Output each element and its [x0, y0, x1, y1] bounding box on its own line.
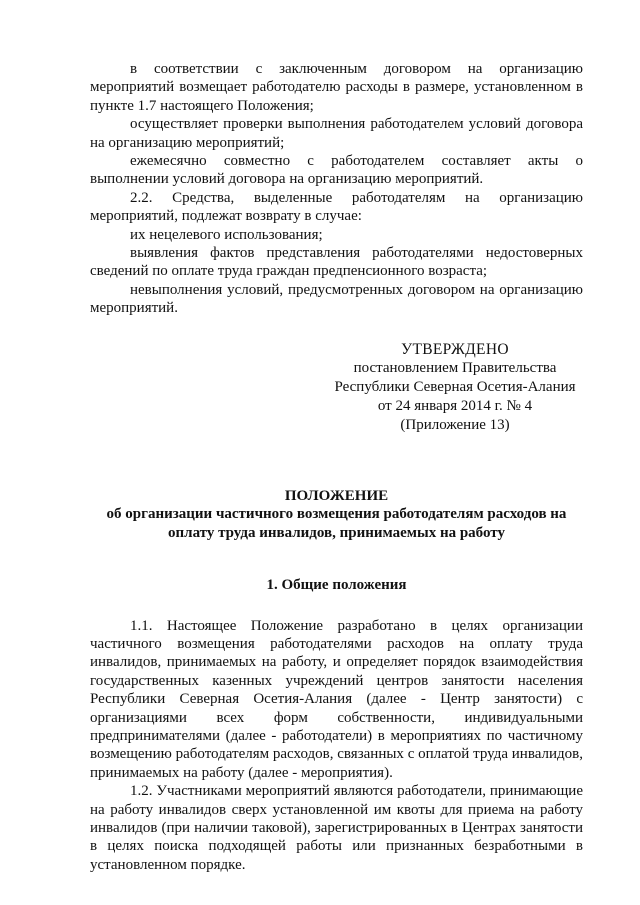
approval-line-date: от 24 января 2014 г. № 4 — [377, 397, 533, 414]
paragraph: 1.2. Участниками мероприятий являются работодатели, принимающие на работу инвалидов сверх установленной им квоты для приема на работу инвалидов (при наличии таковой), зарегистрированных в Центрах занятости в целях поиска подходящей работы или признанных безработными в установленном порядке. — [90, 783, 583, 873]
document-page — [90, 60, 583, 874]
paragraph: выявления фактов представления работодателями недостоверных сведений по оплате труда граждан предпенсионного возраста; — [90, 245, 583, 280]
document-title — [90, 487, 583, 543]
approval-stamp — [330, 340, 580, 435]
title-heading: ПОЛОЖЕНИЕ — [284, 487, 389, 504]
title-subtitle-line2: оплату труда инвалидов, принимаемых на работу — [168, 524, 505, 541]
paragraph: невыполнения условий, предусмотренных договором на организацию мероприятий. — [90, 281, 583, 317]
paragraph: осуществляет проверки выполнения работодателем условий договора на организацию мероприятий; — [90, 116, 583, 151]
title-subtitle-line1: об организации частичного возмещения работодателям расходов на — [106, 506, 567, 523]
paragraph: 1.1. Настоящее Положение разработано в целях организации частичного возмещения работодателями расходов на оплату труда инвалидов, принимаемых на работу, и определяет порядок взаимодействия государственных казенных учреждений центров занятости населения Республики Северная Осетия-Алания (далее - Центр занятости) с организациями всех форм собственности, индивидуальными предпринимателями (далее - работодатели) в мероприятиях по частичному возмещению работодателям расходов, связанных с оплатой труда инвалидов, принимаемых на работу (далее - мероприятия). — [90, 617, 583, 781]
paragraph: в соответствии с заключенным договором на организацию мероприятий возмещает работодателю расходы в размере, установленном в пункте 1.7 настоящего Положения; — [90, 61, 583, 114]
paragraph: 2.2. Средства, выделенные работодателям на организацию мероприятий, подлежат возврату в случае: — [90, 189, 583, 225]
approval-line-approved: УТВЕРЖДЕНО — [401, 340, 509, 358]
approval-line-decree: постановлением Правительства — [353, 359, 557, 376]
approval-line-republic: Республики Северная Осетия-Алания — [334, 378, 576, 395]
paragraph: ежемесячно совместно с работодателем составляет акты о выполнении условий договора на организацию мероприятий. — [90, 153, 583, 188]
section-heading: 1. Общие положения — [266, 577, 407, 594]
approval-line-appendix: (Приложение 13) — [400, 416, 510, 433]
paragraph: их нецелевого использования; — [130, 226, 323, 243]
